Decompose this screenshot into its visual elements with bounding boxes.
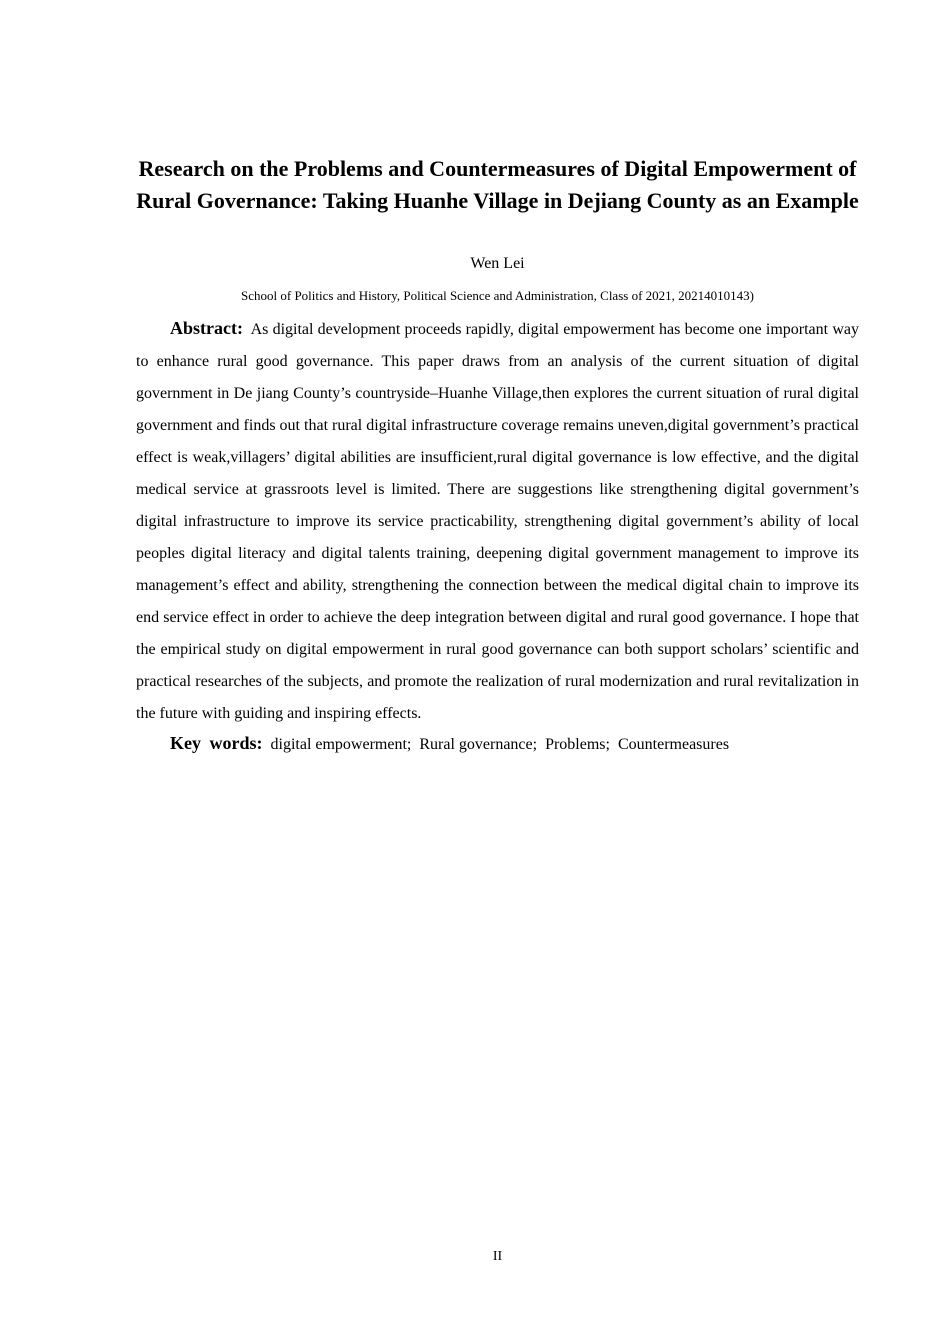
abstract-text: As digital development proceeds rapidly, digital empowerment has become one important way to enhance rural good governance. This paper draws from an analysis of the current situation of digital government in De jiang County’s countryside–Huanhe Village,then explores the current situation of rural digital government and finds out that rural digital infrastructure coverage remains uneven,digital government’s practical effect is weak,villagers’ digital abilities are insufficient,rural digital governance is low effective, and the digital medical service at grassroots level is limited. There are suggestions like strengthening digital government’s digital infrastructure to improve its service practicability, strengthening digital government’s ability of local peoples digital literacy and digital talents training, deepening digital government management to improve its management’s effect and ability, strengthening the connection between the medical digital chain to improve its end service effect in order to achieve the deep integration between digital and rural good governance. I hope that the empirical study on digital empowerment in rural good governance can both support scholars’ scientific and practical researches of the subjects, and promote the realization of rural modernization and rural revitalization in the future with guiding and inspiring effects. [136,321,859,722]
keywords-list: digital empowerment; Rural governance; Problems; Countermeasures [270,736,730,753]
keywords-label: Key words: [170,733,263,753]
author-name: Wen Lei [470,255,525,272]
page-number: II [492,1249,503,1264]
abstract-label: Abstract: [170,318,243,338]
keywords-paragraph [136,727,859,761]
paper-title: Research on the Problems and Countermeasures of Digital Empowerment of Rural Governance: Taking Huanhe Village in Dejiang County as an Example [136,156,859,213]
author-affiliation: School of Politics and History, Political Science and Administration, Class of 2021, 20214010143) [241,288,754,303]
abstract-paragraph [136,312,859,730]
